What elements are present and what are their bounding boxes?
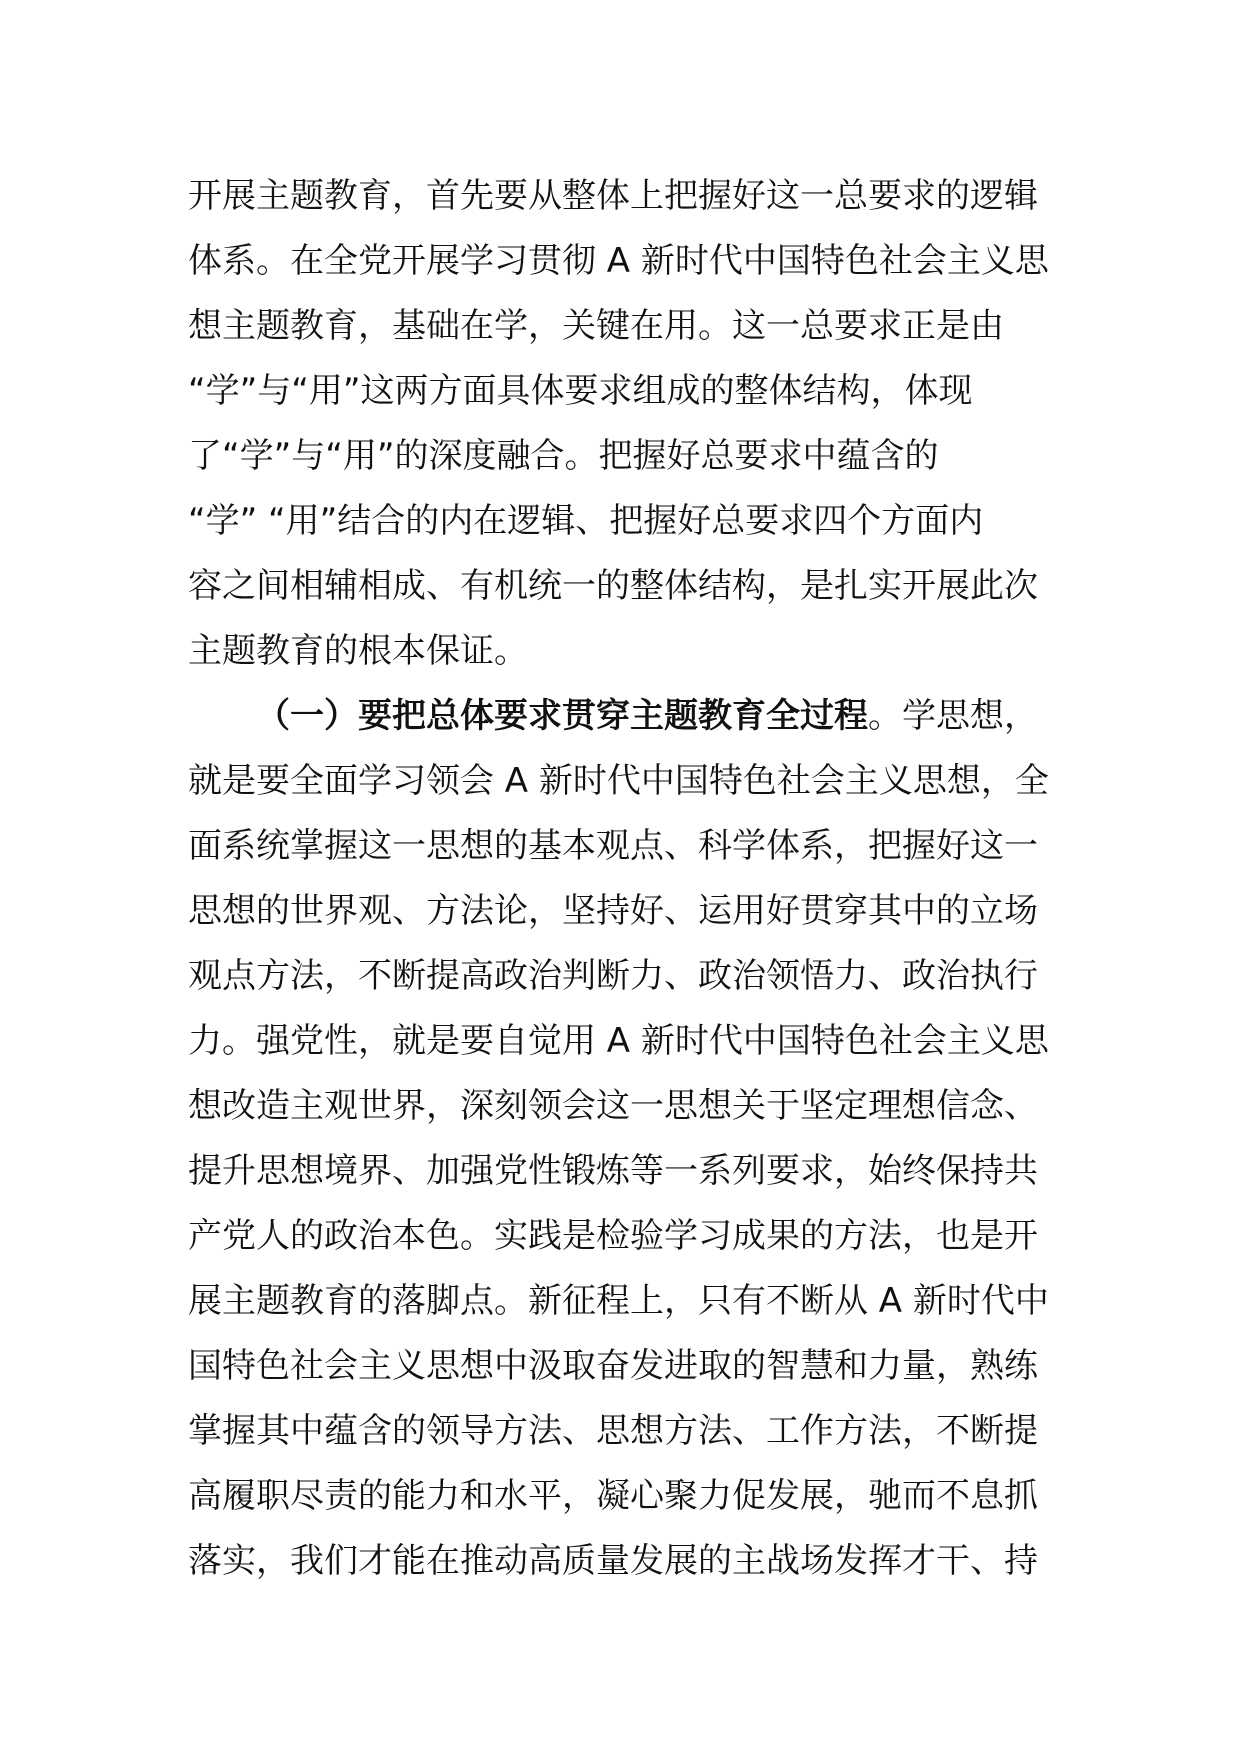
- section-heading-continuation: 。学思想，: [868, 696, 1038, 736]
- text-line-6: “学” “用”结合的内在逻辑、把握好总要求四个方面内: [188, 501, 984, 541]
- text-line-20: 掌握其中蕴含的领导方法、思想方法、工作方法，不断提: [188, 1411, 1038, 1451]
- text-line-9: [188, 684, 1038, 749]
- text-line-16: 提升思想境界、加强党性锻炼等一系列要求，始终保持共: [188, 1151, 1038, 1191]
- text-line-5: 了“学”与“用”的深度融合。把握好总要求中蕴含的: [188, 436, 939, 476]
- text-line-15: 想改造主观世界，深刻领会这一思想关于坚定理想信念、: [188, 1086, 1038, 1126]
- text-line-14: 力。强党性，就是要自觉用 A 新时代中国特色社会主义思: [188, 1021, 1049, 1061]
- text-line-17: 产党人的政治本色。实践是检验学习成果的方法，也是开: [188, 1216, 1038, 1256]
- text-line-4: “学”与“用”这两方面具体要求组成的整体结构，体现: [188, 371, 973, 411]
- section-heading: （一）要把总体要求贯穿主题教育全过程: [256, 696, 868, 736]
- text-line-18: 展主题教育的落脚点。新征程上，只有不断从 A 新时代中: [188, 1281, 1049, 1321]
- text-line-21: 高履职尽责的能力和水平，凝心聚力促发展，驰而不息抓: [188, 1476, 1038, 1516]
- text-line-2: 体系。在全党开展学习贯彻 A 新时代中国特色社会主义思: [188, 241, 1049, 281]
- text-line-3: 想主题教育，基础在学，关键在用。这一总要求正是由: [188, 306, 1004, 346]
- text-line-22: 落实，我们才能在推动高质量发展的主战场发挥才干、持: [188, 1541, 1038, 1581]
- text-line-11: 面系统掌握这一思想的基本观点、科学体系，把握好这一: [188, 826, 1038, 866]
- text-line-8: 主题教育的根本保证。: [188, 631, 528, 671]
- body-text: [188, 164, 1049, 1594]
- text-line-19: 国特色社会主义思想中汲取奋发进取的智慧和力量，熟练: [188, 1346, 1038, 1386]
- text-line-1: 开展主题教育，首先要从整体上把握好这一总要求的逻辑: [188, 176, 1038, 216]
- text-line-12: 思想的世界观、方法论，坚持好、运用好贯穿其中的立场: [188, 891, 1038, 931]
- text-line-10: 就是要全面学习领会 A 新时代中国特色社会主义思想，全: [188, 761, 1049, 801]
- text-line-13: 观点方法，不断提高政治判断力、政治领悟力、政治执行: [188, 956, 1038, 996]
- text-line-7: 容之间相辅相成、有机统一的整体结构，是扎实开展此次: [188, 566, 1038, 606]
